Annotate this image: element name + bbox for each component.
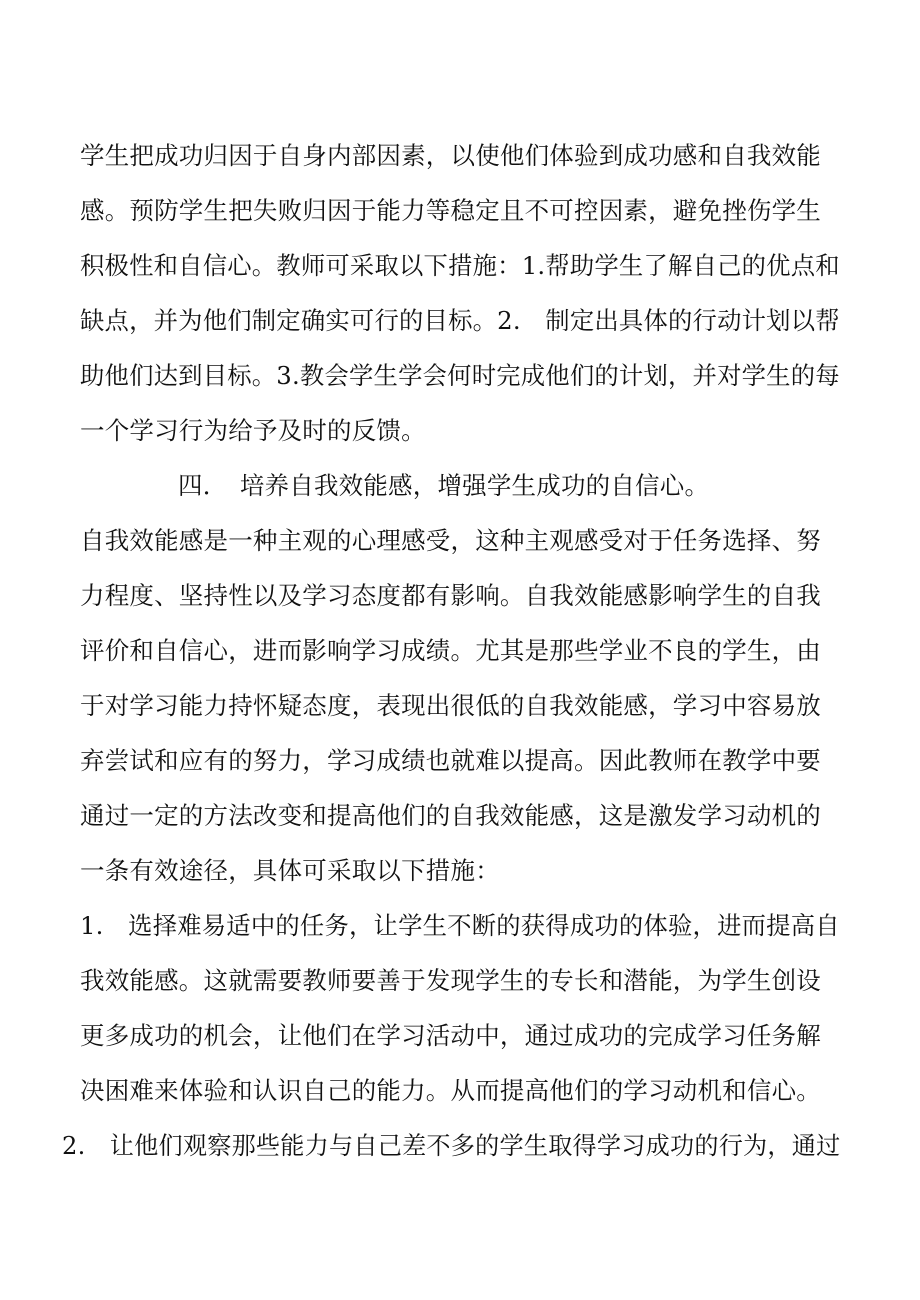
paragraph-line: 感。预防学生把失败归因于能力等稳定且不可控因素，避免挫伤学生 bbox=[80, 196, 821, 225]
paragraph-line: 自我效能感是一种主观的心理感受，这种主观感受对于任务选择、努 bbox=[80, 526, 821, 555]
paragraph-line: 助他们达到目标。3.教会学生学会何时完成他们的计划，并对学生的每 bbox=[80, 361, 840, 390]
paragraph-line: 评价和自信心，进而影响学习成绩。尤其是那些学业不良的学生，由 bbox=[80, 636, 821, 665]
paragraph-line: 一条有效途径，具体可采取以下措施： bbox=[80, 856, 500, 885]
list-item-line: 我效能感。这就需要教师要善于发现学生的专长和潜能，为学生创设 bbox=[80, 966, 821, 995]
paragraph-line: 通过一定的方法改变和提高他们的自我效能感，这是激发学习动机的 bbox=[80, 801, 821, 830]
list-item-line: 1. 选择难易适中的任务，让学生不断的获得成功的体验，进而提高自 bbox=[80, 911, 840, 940]
section-heading: 四． 培养自我效能感，增强学生成功的自信心。 bbox=[178, 471, 710, 500]
paragraph-line: 学生把成功归因于自身内部因素，以使他们体验到成功感和自我效能 bbox=[80, 141, 821, 170]
paragraph-line: 力程度、坚持性以及学习态度都有影响。自我效能感影响学生的自我 bbox=[80, 581, 821, 610]
list-item-line: 更多成功的机会，让他们在学习活动中，通过成功的完成学习任务解 bbox=[80, 1021, 821, 1050]
paragraph-line: 积极性和自信心。教师可采取以下措施：1.帮助学生了解自己的优点和 bbox=[80, 251, 840, 280]
list-item-line: 2. 让他们观察那些能力与自己差不多的学生取得学习成功的行为，通过 bbox=[62, 1131, 841, 1160]
paragraph-line: 缺点，并为他们制定确实可行的目标。2. 制定出具体的行动计划以帮 bbox=[80, 306, 840, 335]
paragraph-line: 一个学习行为给予及时的反馈。 bbox=[80, 416, 426, 445]
paragraph-line: 于对学习能力持怀疑态度，表现出很低的自我效能感，学习中容易放 bbox=[80, 691, 821, 720]
list-item-line: 决困难来体验和认识自己的能力。从而提高他们的学习动机和信心。 bbox=[80, 1076, 821, 1105]
paragraph-line: 弃尝试和应有的努力，学习成绩也就难以提高。因此教师在教学中要 bbox=[80, 746, 821, 775]
